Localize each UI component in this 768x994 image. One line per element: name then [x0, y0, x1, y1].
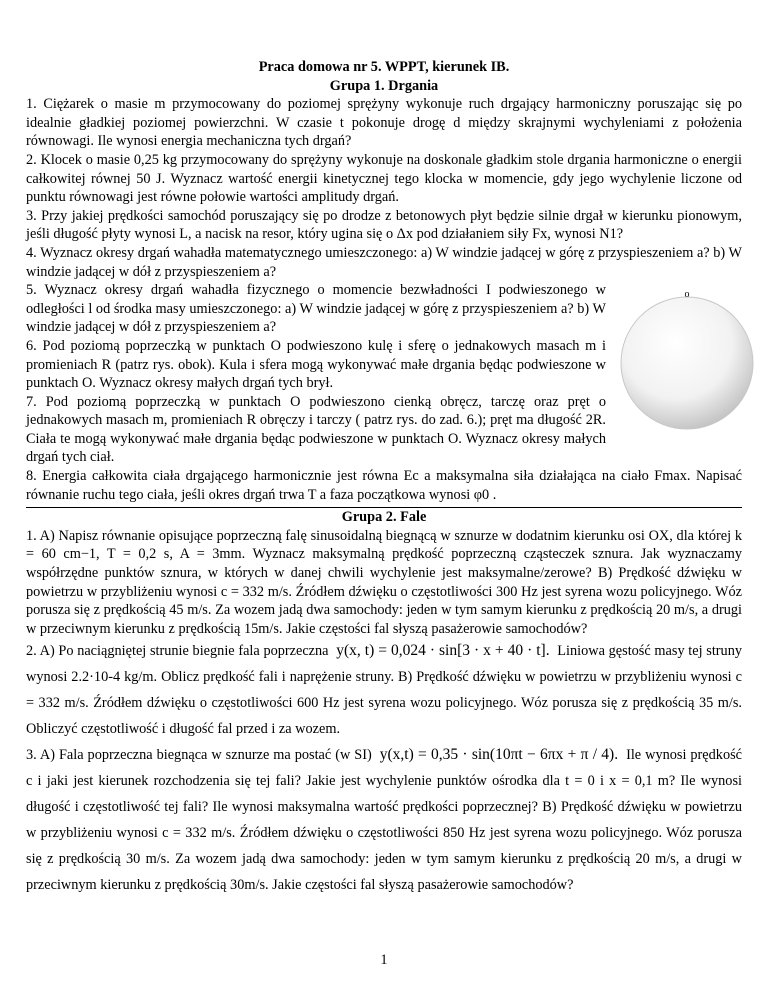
- group2-problem-2-intro: 2. A) Po naciągniętej strunie biegnie fala poprzeczna: [26, 643, 329, 660]
- suspension-point-label: o: [684, 289, 690, 301]
- group2-problem-1: 1. A) Napisz równanie opisujące poprzeczną falę sinusoidalną biegnącą w sznurze w dodatnim kierunku osi OX, dla której k = 60 cm−1, T = 0,2 s, A = 3mm. Wyznacz maksymalną prędkość poprzeczną cząsteczek sznura. Jak wyznaczamy współrzędne punktów sznura, w których w danej chwili wychylenie jest maksymalne/zerowe? B) Prędkość dźwięku w powietrzu w przybliżeniu wynosi c = 332 m/s. Źródłem dźwięku o częstotliwości 300 Hz jest syrena wozu policyjnego. Wóz porusza się z prędkością 45 m/s. Za wozem jadą dwa samochody: jeden w tym samym kierunku z prędkością 20 m/s, a drugi w przeciwnym kierunku z prędkością 15m/s. Jakie częstości fal słyszą pasażerowie samochodów?: [26, 527, 742, 637]
- group1-problem-8: 8. Energia całkowita ciała drgającego harmonicznie jest równa Ec a maksymalna siła działająca na ciało Fmax. Napisać równanie ruchu tego ciała, jeśli okres drgań trwa T a faza początkowa wynosi φ0 .: [26, 468, 742, 503]
- group1-problem-6: 6. Pod poziomą poprzeczką w punktach O podwieszono kulę i sferę o jednakowych masach m i promieniach R (patrz rys. obok). Kula i sfera mogą wykonywać małe drgania będąc podwieszone w punktach O. Wyznacz okresy małych drgań tych brył.: [26, 337, 606, 392]
- document-title: Praca domowa nr 5. WPPT, kierunek IB.: [258, 59, 510, 75]
- group1-problem-2: 2. Klocek o masie 0,25 kg przymocowany do sprężyny wykonuje na doskonale gładkim stole drgania harmoniczne o energii całkowitej równej 50 J. Wyznacz wartość energii kinetycznej tego klocka w momencie, gdy jego wychylenie liczone od punktu równowagi jest równe połowie wartości amplitudy drgań.: [26, 151, 742, 206]
- group1-problem-1: 1. Ciężarek o masie m przymocowany do poziomej sprężyny wykonuje ruch drgający harmoniczny poruszając się po idealnie gładkiej poziomej powierzchni. W czasie t pokonuje drogę d między skrajnymi wychyleniami z położenia równowagi. Ile wynosi energia mechaniczna tych drgań?: [26, 96, 742, 150]
- group1-heading: Grupa 1. Drgania: [329, 77, 439, 94]
- group1-problem-4: 4. Wyznacz okresy drgań wahadła matematycznego umieszczonego: a) W windzie jadącej w górę z przyspieszeniem a? b) W windzie jadącej w dół z przyspieszeniem a?: [26, 244, 742, 280]
- group2-problem-2: [26, 638, 742, 742]
- group2-problem-2-text: Liniowa gęstość masy tej struny wynosi 2.2·10-4 kg/m. Oblicz prędkość fali i naprężenie struny. B) Prędkość dźwięku w powietrzu w przybliżeniu wynosi c = 332 m/s. Źródłem dźwięku o częstotliwości 600 Hz jest syrena wozu policyjnego. Wóz porusza się z prędkością 35 m/s. Obliczyć częstotliwość i długość fal przed i za wozem.: [26, 643, 743, 738]
- group1-problem-3: 3. Przy jakiej prędkości samochód poruszający się po drodze z betonowych płyt będzie silnie drgał w kierunku pionowym, jeśli długość płyty wynosi L, a nacisk na resor, który ugina się o Δx pod działaniem siły Fx, wynosi N1?: [26, 207, 742, 243]
- group2-problem-3: [26, 742, 742, 898]
- wave-equation-2: y(x, t) = 0,024 · sin[3 · x + 40 · t].: [336, 642, 550, 660]
- page-number: 1: [380, 952, 388, 968]
- group2-problem-3-intro: 3. A) Fala poprzeczna biegnąca w sznurze ma postać (w SI): [26, 747, 372, 764]
- group1-problem-7: 7. Pod poziomą poprzeczką w punktach O podwieszono cienką obręcz, tarczę oraz pręt o jednakowych masach m, promieniach R obręczy i tarczy ( patrz rys. do zad. 6.); pręt ma długość 2R. Ciała te mogą wykonywać małe drgania będąc podwieszone w punktach O. Wyznacz okresy małych drgań tych ciał.: [26, 393, 606, 466]
- group2-problem-3-text: Ile wynosi prędkość c i jaki jest kierunek rozchodzenia się tej fali? Jakie jest wychylenie punktów ośrodka dla t = 0 i x = 0,1 m? Ile wynosi długość i częstotliwość tej fali? Ile wynosi maksymalna wartość prędkości poprzecznej? B) Prędkość dźwięku w powietrzu w przybliżeniu wynosi c = 332 m/s. Źródłem dźwięku o częstotliwości 850 Hz jest syrena wozu policyjnego. Wóz porusza się z prędkością 30 m/s. Za wozem jadą dwa samochody: jeden w tym samym kierunku z prędkością 20 m/s, a drugi w przeciwnym kierunku z prędkością 30m/s. Jakie częstości fal słyszą pasażerowie samochodów?: [26, 747, 743, 894]
- sphere-illustration: [612, 283, 762, 433]
- sphere-figure: [612, 283, 762, 433]
- group1-problem-5: 5. Wyznacz okresy drgań wahadła fizycznego o momencie bezwładności I podwieszonego w odległości l od środka masy umieszczonego: a) W windzie jadącej w górę z przyspieszeniem a? b) W windzie jadącej w dół z przyspieszeniem a?: [26, 282, 606, 336]
- wave-equation-3: y(x,t) = 0,35 · sin(10πt − 6πx + π / 4).: [379, 746, 619, 764]
- group2-heading: Grupa 2. Fale: [341, 509, 427, 526]
- document-body: [26, 58, 742, 898]
